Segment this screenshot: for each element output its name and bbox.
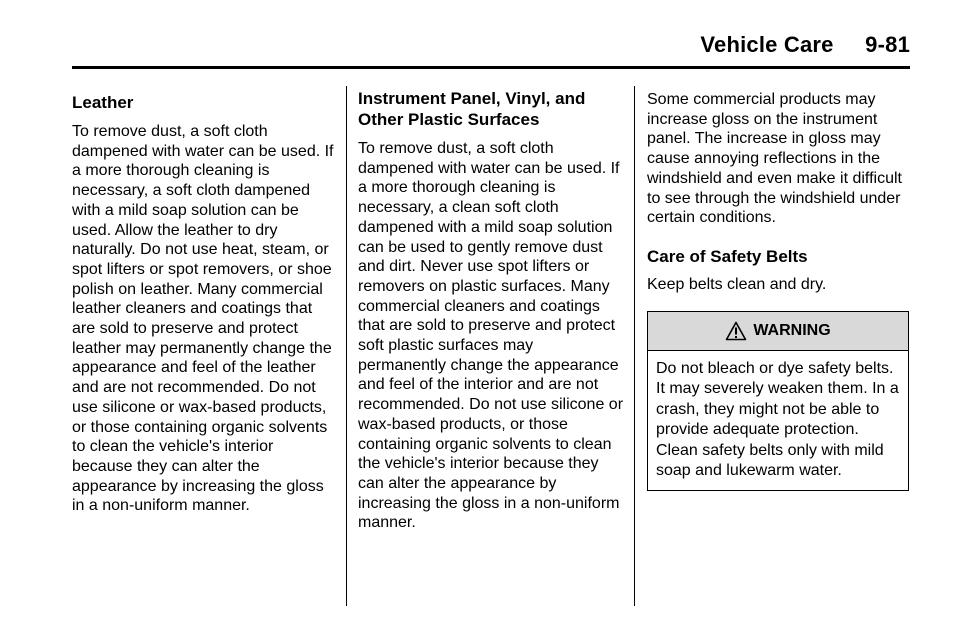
page-header	[72, 30, 910, 69]
column-divider-right	[634, 86, 635, 606]
warning-box	[647, 311, 909, 491]
section-heading-leather: Leather	[72, 93, 134, 112]
section-heading-instrument-panel: Instrument Panel, Vinyl, and Other Plastic Surfaces	[358, 89, 586, 129]
column-divider-left	[346, 86, 347, 606]
warning-text: Do not bleach or dye safety belts. It may severely weaken them. In a crash, they might not be able to provide adequate protection. Clean safety belts only with mild soap and lukewarm water.	[656, 359, 899, 480]
paragraph-leather: To remove dust, a soft cloth dampened with water can be used. If a more thorough cleaning is necessary, a soft cloth dampened with a mild soap solution can be used. Allow the leather to dry naturally. Do not use heat, steam, or spot lifters or spot removers, or shoe polish on leather. Many commercial leather cleaners and coatings that are sold to preserve and protect leather may permanently change the appearance and feel of the leather and are not recommended. Do not use silicone or wax-based products, or those containing organic solvents to clean the vehicle's interior because they can alter the appearance by increasing the gloss in a non-uniform manner.	[72, 123, 334, 515]
warning-label: WARNING	[753, 321, 831, 339]
column-safety-belts	[647, 90, 909, 491]
paragraph-safety-belts: Keep belts clean and dry.	[647, 275, 827, 293]
section-heading-safety-belts: Care of Safety Belts	[647, 246, 808, 266]
column-instrument-panel	[358, 88, 624, 533]
column-leather	[72, 88, 334, 516]
page-title: Vehicle Care 9-81	[700, 32, 910, 57]
warning-triangle-icon	[725, 321, 747, 341]
paragraph-instrument-panel: To remove dust, a soft cloth dampened with water can be used. If a more thorough cleaning is necessary, a clean soft cloth dampened with a mild soap solution can be used to gently remove dust and dirt. Never use spot lifters or removers on plastic surfaces. Many commercial cleaners and coatings that are sold to preserve and protect soft plastic surfaces may permanently change the appearance and feel of the interior and are not recommended. Do not use silicone or wax-based products, or those containing organic solvents to clean the vehicle's interior because they can alter the appearance by increasing the gloss in a non-uniform manner.	[358, 140, 624, 532]
warning-header	[648, 312, 908, 351]
paragraph-gloss-note: Some commercial products may increase gloss on the instrument panel. The increase in gloss may cause annoying reflections in the windshield and even make it difficult to see through the windshield under certain conditions.	[647, 91, 902, 227]
